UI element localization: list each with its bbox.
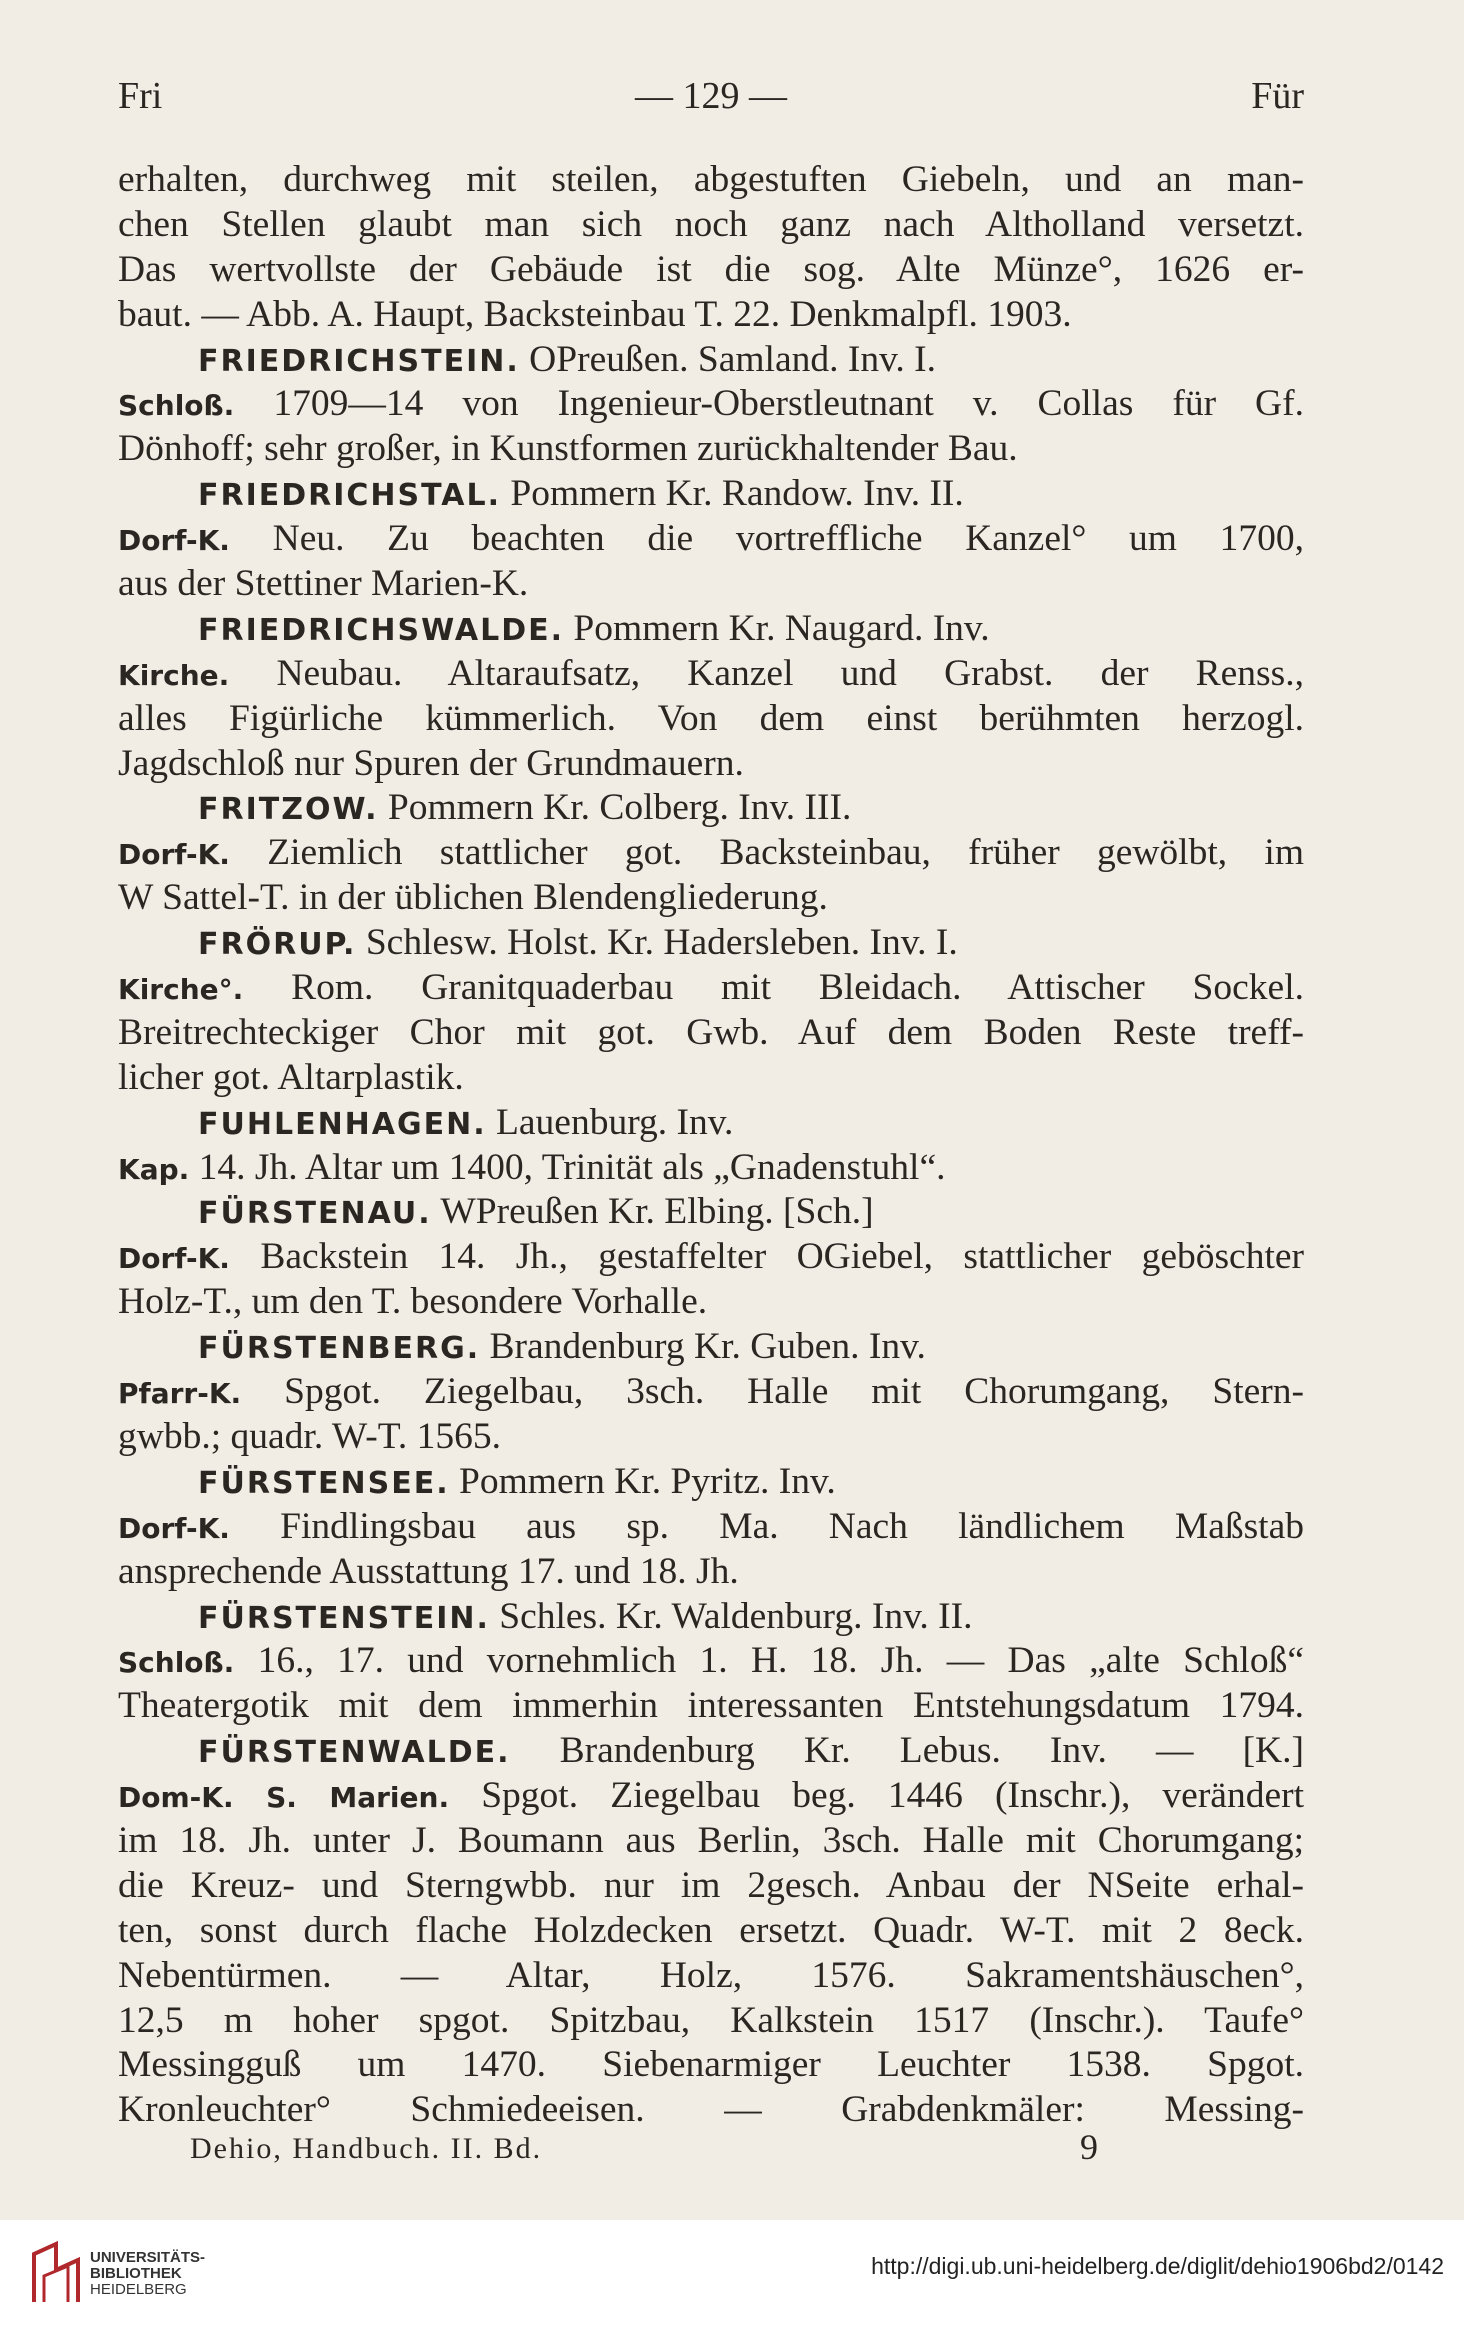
body-text-line <box>118 697 1304 742</box>
line-text: Holz-T., um den T. besondere Vorhalle. <box>118 1281 708 1323</box>
body-text-line <box>118 1999 1304 2044</box>
entry-heading-line <box>118 1325 1304 1370</box>
body-text-line <box>118 203 1304 248</box>
body-text-line <box>118 1415 1304 1460</box>
building-label: Kirche°. <box>118 973 244 1007</box>
line-text: Brandenburg Kr. Lebus. Inv. — [K.] <box>559 1730 1304 1772</box>
line-text: Kronleuchter° Schmiedeeisen. — Grabdenkmäler: Messing- <box>118 2089 1304 2131</box>
line-text: Schlesw. Holst. Kr. Hadersleben. Inv. I. <box>365 922 958 964</box>
line-text: Pommern Kr. Naugard. Inv. <box>573 607 990 649</box>
place-name-heading: FUHLENHAGEN. <box>198 1106 487 1142</box>
entry-section-line <box>118 1370 1304 1415</box>
entry-section-line <box>118 1639 1304 1684</box>
entry-heading-line <box>118 1460 1304 1505</box>
body-text-line <box>118 742 1304 787</box>
place-name-heading: FRIEDRICHSWALDE. <box>198 612 565 648</box>
entry-heading-line <box>118 607 1304 652</box>
building-label: Kap. <box>118 1152 190 1186</box>
body-text-line <box>118 876 1304 921</box>
place-name-heading: FÜRSTENBERG. <box>198 1331 481 1367</box>
page-number: — 129 — <box>635 75 787 117</box>
line-text: Backstein 14. Jh., gestaffelter OGiebel, stattlicher geböschter <box>260 1236 1305 1278</box>
building-label: Dorf-K. <box>118 1242 230 1276</box>
building-label: Schloß. <box>118 389 235 423</box>
line-text: W Sattel-T. in der üblichen Blendengliederung. <box>118 877 828 919</box>
library-name: UNIVERSITÄTS- BIBLIOTHEK HEIDELBERG <box>90 2249 206 2298</box>
line-text: Schles. Kr. Waldenburg. Inv. II. <box>499 1595 973 1637</box>
building-label: Dorf-K. <box>118 838 230 872</box>
source-url-link[interactable]: http://digi.ub.uni-heidelberg.de/diglit/dehio1906bd2/0142 <box>871 2253 1444 2279</box>
line-text: Lauenburg. Inv. <box>496 1101 734 1143</box>
building-label: Dorf-K. <box>118 524 230 558</box>
entry-section-line <box>118 652 1304 697</box>
library-bar <box>0 2220 1464 2336</box>
line-text: Nebentürmen. — Altar, Holz, 1576. Sakramentshäuschen°, <box>118 1954 1304 1996</box>
library-logo-icon <box>30 2240 82 2306</box>
body-text-line <box>118 158 1304 203</box>
body-text-line <box>118 1550 1304 1595</box>
entry-section-line <box>118 517 1304 562</box>
entry-section-line <box>118 1235 1304 1280</box>
entry-heading-line <box>118 786 1304 831</box>
body-text-line <box>118 1909 1304 1954</box>
entry-section-line <box>118 1505 1304 1550</box>
building-label: Dorf-K. <box>118 1511 230 1545</box>
building-label: Pfarr-K. <box>118 1377 242 1411</box>
entry-section-line <box>118 966 1304 1011</box>
place-name-heading: FRITZOW. <box>198 792 379 828</box>
line-text: Messingguß um 1470. Siebenarmiger Leuchter 1538. Spgot. <box>118 2044 1304 2086</box>
body-text-line <box>118 293 1304 338</box>
line-text: erhalten, durchweg mit steilen, abgestuften Giebeln, und an man- <box>118 159 1304 200</box>
line-text: Theatergotik mit dem immerhin interessanten Entstehungsdatum 1794. <box>118 1685 1304 1727</box>
line-text: OPreußen. Samland. Inv. I. <box>529 338 937 380</box>
footer-signature: Dehio, Handbuch. II. Bd. <box>190 2132 543 2165</box>
line-text: Breitrechteckiger Chor mit got. Gwb. Auf dem Boden Reste treff- <box>118 1011 1304 1053</box>
line-text: Ziemlich stattlicher got. Backsteinbau, früher gewölbt, im <box>267 832 1304 874</box>
line-text: alles Figürliche kümmerlich. Von dem einst berühmten herzogl. <box>118 697 1304 739</box>
body-text-line <box>118 1056 1304 1101</box>
line-text: Pommern Kr. Randow. Inv. II. <box>510 473 964 515</box>
building-label: Schloß. <box>118 1646 235 1680</box>
body-text-line <box>118 1280 1304 1325</box>
entry-heading-line <box>118 338 1304 383</box>
line-text: gwbb.; quadr. W-T. 1565. <box>118 1415 501 1457</box>
line-text: 14. Jh. Altar um 1400, Trinität als „Gnadenstuhl“. <box>198 1146 946 1188</box>
line-text: WPreußen Kr. Elbing. [Sch.] <box>440 1191 874 1233</box>
page-body <box>118 158 1304 2133</box>
place-name-heading: FÜRSTENAU. <box>198 1196 432 1232</box>
entry-section-line <box>118 1774 1304 1819</box>
entry-section-line <box>118 382 1304 427</box>
entry-heading-line <box>118 1729 1304 1774</box>
header-left: Fri <box>118 75 163 117</box>
body-text-line <box>118 2088 1304 2133</box>
body-text-line <box>118 1819 1304 1864</box>
line-text: Spgot. Ziegelbau, 3sch. Halle mit Chorumgang, Stern- <box>284 1371 1304 1413</box>
entry-heading-line <box>118 472 1304 517</box>
line-text: 16., 17. und vornehmlich 1. H. 18. Jh. — Das „alte Schloß“ <box>257 1640 1304 1682</box>
place-name-heading: FÜRSTENWALDE. <box>198 1735 511 1771</box>
body-text-line <box>118 1954 1304 1999</box>
line-text: ansprechende Ausstattung 17. und 18. Jh. <box>118 1550 739 1592</box>
building-label: Kirche. <box>118 658 230 692</box>
line-text: baut. — Abb. A. Haupt, Backsteinbau T. 22. Denkmalpfl. 1903. <box>118 293 1072 335</box>
line-text: aus der Stettiner Marien-K. <box>118 563 529 605</box>
building-label: Dom-K. S. Marien. <box>118 1781 450 1815</box>
running-header <box>118 74 1304 124</box>
line-text: Brandenburg Kr. Guben. Inv. <box>489 1326 926 1368</box>
place-name-heading: FRIEDRICHSTEIN. <box>198 343 520 379</box>
line-text: chen Stellen glaubt man sich noch ganz nach Altholland versetzt. <box>118 203 1304 245</box>
place-name-heading: FRÖRUP. <box>198 927 357 963</box>
line-text: 12,5 m hoher spgot. Spitzbau, Kalkstein 1517 (Inschr.). Taufe° <box>118 1999 1304 2041</box>
line-text: Rom. Granitquaderbau mit Bleidach. Attischer Sockel. <box>291 967 1304 1009</box>
body-text-line <box>118 1684 1304 1729</box>
header-right: Für <box>1251 75 1304 117</box>
entry-section-line <box>118 1146 1304 1191</box>
line-text: licher got. Altarplastik. <box>118 1056 464 1098</box>
body-text-line <box>118 562 1304 607</box>
line-text: Dönhoff; sehr großer, in Kunstformen zurückhaltender Bau. <box>118 428 1018 470</box>
place-name-heading: FÜRSTENSTEIN. <box>198 1600 490 1636</box>
line-text: Jagdschloß nur Spuren der Grundmauern. <box>118 742 744 784</box>
line-text: ten, sonst durch flache Holzdecken ersetzt. Quadr. W-T. mit 2 8eck. <box>118 1909 1304 1951</box>
body-text-line <box>118 2043 1304 2088</box>
entry-heading-line <box>118 1190 1304 1235</box>
body-text-line <box>118 427 1304 472</box>
line-text: Neu. Zu beachten die vortreffliche Kanzel° um 1700, <box>272 518 1304 560</box>
entry-heading-line <box>118 1101 1304 1146</box>
line-text: Pommern Kr. Colberg. Inv. III. <box>387 787 852 829</box>
line-text: 1709—14 von Ingenieur-Oberstleutnant v. Collas für Gf. <box>273 383 1305 425</box>
footer-sheet-number: 9 <box>1080 2127 1098 2167</box>
body-text-line <box>118 1011 1304 1056</box>
line-text: Spgot. Ziegelbau beg. 1446 (Inschr.), verändert <box>481 1775 1305 1817</box>
line-text: Findlingsbau aus sp. Ma. Nach ländlichem Maßstab <box>280 1505 1305 1547</box>
line-text: im 18. Jh. unter J. Boumann aus Berlin, 3sch. Halle mit Chorumgang; <box>118 1819 1304 1861</box>
body-text-line <box>118 1864 1304 1909</box>
line-text: Pommern Kr. Pyritz. Inv. <box>459 1460 836 1502</box>
line-text: Das wertvollste der Gebäude ist die sog. Alte Münze°, 1626 er- <box>118 248 1304 290</box>
line-text: Neubau. Altaraufsatz, Kanzel und Grabst. der Renss., <box>276 652 1304 694</box>
entry-heading-line <box>118 1595 1304 1640</box>
place-name-heading: FRIEDRICHSTAL. <box>198 478 502 514</box>
place-name-heading: FÜRSTENSEE. <box>198 1465 450 1501</box>
entry-heading-line <box>118 921 1304 966</box>
line-text: die Kreuz- und Sterngwbb. nur im 2gesch. Anbau der NSeite erhal- <box>118 1864 1304 1906</box>
entry-section-line <box>118 831 1304 876</box>
body-text-line <box>118 248 1304 293</box>
